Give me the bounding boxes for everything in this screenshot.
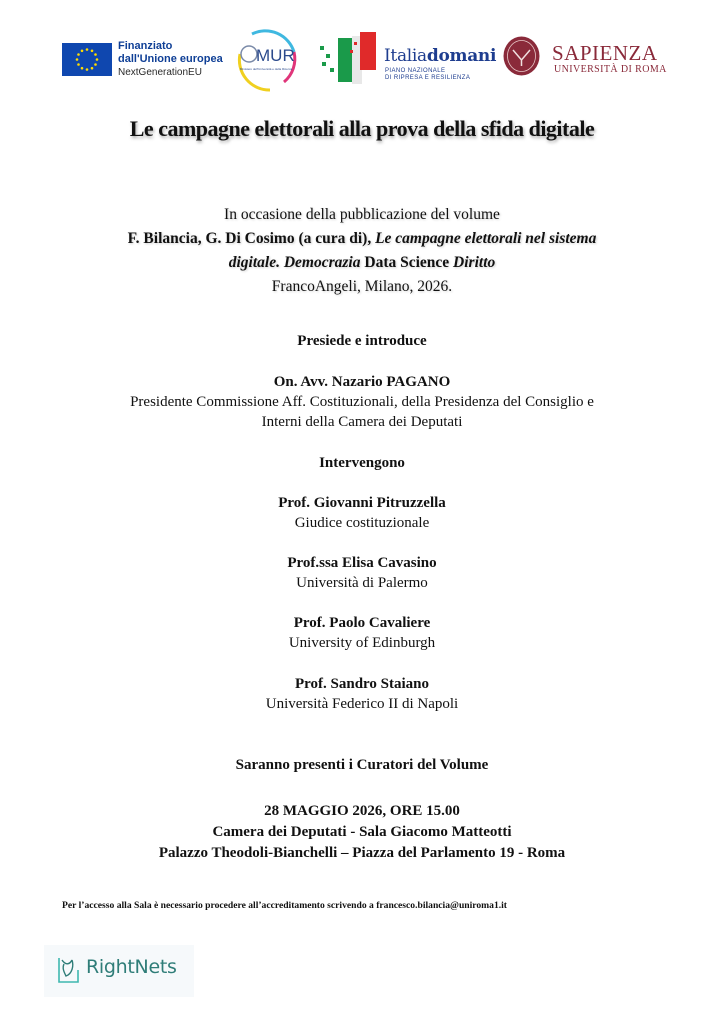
sapienza-subtitle: UNIVERSITÀ DI ROMA <box>554 64 667 75</box>
book-title-part-4: Diritto <box>453 254 496 271</box>
sapienza-wordmark: SAPIENZA <box>552 41 658 65</box>
curators-note: Saranno presenti i Curatori del Volume <box>235 757 489 773</box>
chair-role-line-1: Presidente Commissione Aff. Costituzionali, della Presidenza del Consiglio e <box>130 394 594 410</box>
speaker-affiliation: Università Federico II di Napoli <box>265 696 459 712</box>
event-venue-line-2: Palazzo Theodoli-Bianchelli – Piazza del Parlamento 19 - Roma <box>158 845 566 861</box>
italiadomani-sub-line-2: DI RIPRESA E RESILIENZA <box>385 75 471 81</box>
speaker-name: Prof. Sandro Staiano <box>294 676 430 692</box>
italiadomani-word-light: Italia <box>384 46 427 66</box>
book-title-part-2: digitale. Democrazia <box>228 254 361 271</box>
eu-line-2: dall'Unione europea <box>118 53 223 65</box>
italiadomani-icon <box>318 30 380 86</box>
mur-label: MUR <box>256 46 295 65</box>
book-title-part-1: Le campagne elettorali nel sistema <box>375 230 597 247</box>
speaker-name: Prof.ssa Elisa Cavasino <box>287 555 437 571</box>
speaker-affiliation: Università di Palermo <box>296 575 428 591</box>
book-title-line <box>0 251 724 275</box>
eu-flag-logo <box>62 43 112 76</box>
book-publisher: FrancoAngeli, Milano, 2026. <box>271 278 453 295</box>
eu-line-3: NextGenerationEU <box>118 67 202 78</box>
speaker-name: Prof. Paolo Cavaliere <box>293 615 431 631</box>
sapienza-seal-logo <box>503 36 540 76</box>
speaker-affiliation: University of Edinburgh <box>288 635 436 651</box>
rightnets-wordmark: RightNets <box>86 956 177 978</box>
chair-role-line-2: Interni della Camera dei Deputati <box>261 414 463 430</box>
event-venue-line-1: Camera dei Deputati - Sala Giacomo Matteotti <box>212 824 512 840</box>
speaker-affiliation: Giudice costituzionale <box>294 515 430 531</box>
eu-line-1: Finanziato <box>118 40 173 52</box>
book-authors-line <box>0 227 724 251</box>
book-intro: In occasione della pubblicazione del volume <box>224 206 500 223</box>
book-authors: F. Bilancia, G. Di Cosimo (a cura di), <box>127 230 372 247</box>
italiadomani-word-bold: domani <box>426 46 497 66</box>
sapienza-seal-icon <box>503 36 540 76</box>
access-note: Per l’accesso alla Sala è necessario procedere all’accreditamento scrivendo a francesco.bilancia@uniroma1.it <box>62 900 508 911</box>
event-date: 28 MAGGIO 2026, ORE 15.00 <box>264 803 460 819</box>
chair-heading: Presiede e introduce <box>297 333 427 349</box>
italiadomani-sub-line-1: PIANO NAZIONALE <box>385 68 446 74</box>
book-title-part-3: Data Science <box>364 254 450 271</box>
rightnets-icon <box>56 956 80 984</box>
italiadomani-subtitle <box>385 68 470 82</box>
page-title-text: Le campagne elettorali alla prova della sfida digitale <box>129 116 595 141</box>
speakers-heading: Intervengono <box>319 455 405 471</box>
chair-name: On. Avv. Nazario PAGANO <box>273 374 451 390</box>
page-title <box>0 116 724 142</box>
italiadomani-flag-mark <box>318 30 380 86</box>
speaker-name: Prof. Giovanni Pitruzzella <box>278 495 446 511</box>
eu-funding-text <box>118 40 223 79</box>
mur-subtitle: Ministero dell'Università e della Ricerca <box>239 67 293 71</box>
italiadomani-wordmark <box>384 46 496 66</box>
eu-stars-icon <box>62 43 112 76</box>
